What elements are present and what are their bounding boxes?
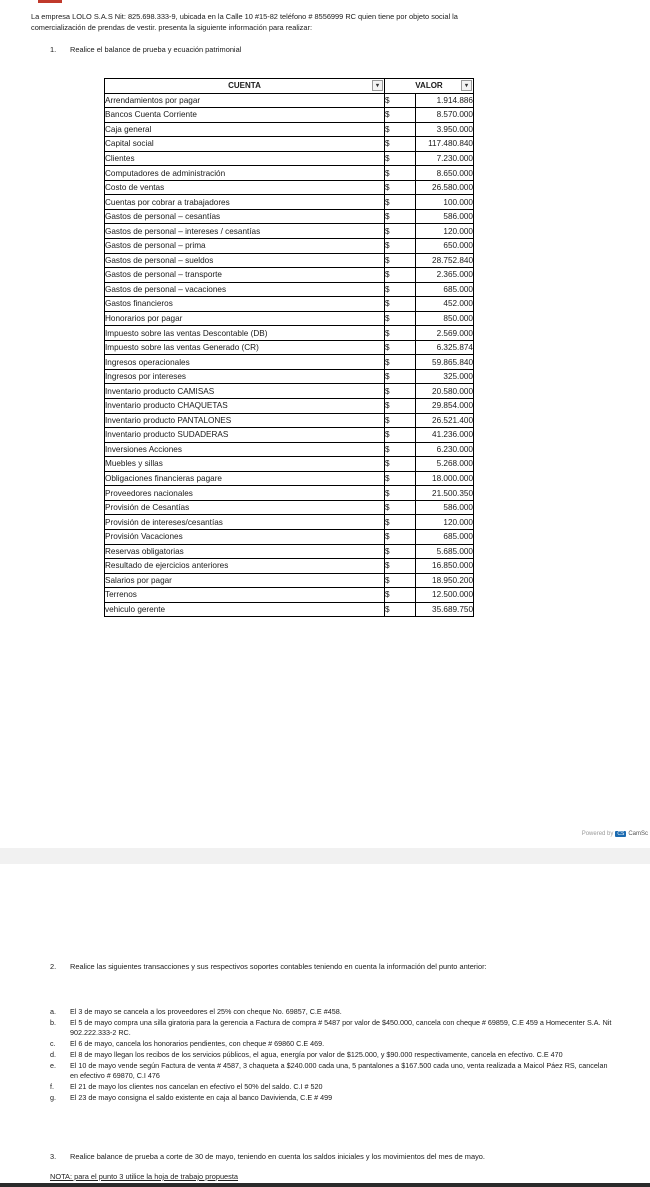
table-row: [105, 122, 474, 137]
table-row: [105, 588, 474, 603]
cell-currency: $: [385, 428, 416, 443]
cell-currency: $: [385, 457, 416, 472]
transactions-list: [50, 1007, 615, 1103]
cell-currency: $: [385, 515, 416, 530]
cell-valor: 29.854.000: [416, 399, 474, 414]
filter-dropdown-icon[interactable]: ▾: [372, 80, 383, 91]
cell-currency: $: [385, 166, 416, 181]
cell-cuenta: Gastos de personal – vacaciones: [105, 282, 385, 297]
cell-cuenta: Muebles y sillas: [105, 457, 385, 472]
list-item-text: El 3 de mayo se cancela a los proveedores el 25% con cheque No. 69857, C.E #458.: [70, 1007, 342, 1016]
cell-valor: 18.950.200: [416, 573, 474, 588]
list-item-letter: g.: [50, 1092, 56, 1102]
cell-currency: $: [385, 326, 416, 341]
table-row: [105, 180, 474, 195]
cell-cuenta: Gastos financieros: [105, 297, 385, 312]
table-row: [105, 486, 474, 501]
cell-currency: $: [385, 93, 416, 108]
table-row: [105, 282, 474, 297]
table-body: [105, 93, 474, 617]
cell-valor: 20.580.000: [416, 384, 474, 399]
cell-currency: $: [385, 297, 416, 312]
cell-currency: $: [385, 122, 416, 137]
cell-currency: $: [385, 108, 416, 123]
cell-currency: $: [385, 355, 416, 370]
watermark-brand: CamSc: [628, 831, 648, 837]
cell-currency: $: [385, 544, 416, 559]
cell-currency: $: [385, 340, 416, 355]
cell-valor: 16.850.000: [416, 559, 474, 574]
list-item-text: El 10 de mayo vende según Factura de venta # 4587, 3 chaqueta a $240.000 cada una, 5 pantalones a $167.500 cada uno, venta realizada a Maicol Páez RS, cancelan en efectivo # 69870, C.I 476: [70, 1060, 608, 1081]
table-row: [105, 500, 474, 515]
cell-cuenta: Salarios por pagar: [105, 573, 385, 588]
cell-currency: $: [385, 471, 416, 486]
cell-currency: $: [385, 282, 416, 297]
cell-valor: 5.685.000: [416, 544, 474, 559]
cell-cuenta: Inventario producto CAMISAS: [105, 384, 385, 399]
list-item-letter: e.: [50, 1060, 56, 1070]
cell-valor: 586.000: [416, 500, 474, 515]
cell-cuenta: Cuentas por cobrar a trabajadores: [105, 195, 385, 210]
cell-currency: $: [385, 602, 416, 617]
table-row: [105, 559, 474, 574]
list-item-text: El 6 de mayo, cancela los honorarios pendientes, con cheque # 69860 C.E 469.: [70, 1039, 325, 1049]
list-item-letter: f.: [50, 1081, 54, 1091]
cell-cuenta: Inventario producto SUDADERAS: [105, 428, 385, 443]
cell-currency: $: [385, 573, 416, 588]
cell-valor: 1.914.886: [416, 93, 474, 108]
question-2-text: Realice las siguientes transacciones y sus respectivos soportes contables teniendo en cuenta la información del punto anterior:: [70, 962, 487, 971]
table-row: [105, 209, 474, 224]
table-row: [105, 413, 474, 428]
question-3-text: Realice balance de prueba a corte de 30 de mayo, teniendo en cuenta los saldos iniciales y los movimientos del mes de mayo.: [70, 1152, 485, 1161]
watermark-powered: Powered by: [581, 831, 614, 837]
table-row: [105, 224, 474, 239]
cell-valor: 452.000: [416, 297, 474, 312]
table-row: [105, 195, 474, 210]
cell-currency: $: [385, 500, 416, 515]
cell-valor: 685.000: [416, 529, 474, 544]
cell-currency: $: [385, 384, 416, 399]
table-row: [105, 151, 474, 166]
cell-valor: 120.000: [416, 515, 474, 530]
cell-cuenta: Gastos de personal – intereses / cesantías: [105, 224, 385, 239]
cell-valor: 650.000: [416, 239, 474, 254]
cell-currency: $: [385, 311, 416, 326]
cell-cuenta: Obligaciones financieras pagare: [105, 471, 385, 486]
list-item: [50, 1082, 615, 1093]
cell-cuenta: Impuesto sobre las ventas Generado (CR): [105, 340, 385, 355]
table-row: [105, 326, 474, 341]
table-row: [105, 355, 474, 370]
cell-cuenta: Inventario producto PANTALONES: [105, 413, 385, 428]
cell-valor: 586.000: [416, 209, 474, 224]
cell-currency: $: [385, 137, 416, 152]
cell-valor: 325.000: [416, 369, 474, 384]
cell-cuenta: Gastos de personal – sueldos: [105, 253, 385, 268]
accounts-table: [104, 78, 474, 617]
cell-cuenta: Gastos de personal – prima: [105, 239, 385, 254]
page-gap: [0, 848, 650, 864]
table-row: [105, 471, 474, 486]
table-row: [105, 93, 474, 108]
table-row: [105, 297, 474, 312]
cell-currency: $: [385, 442, 416, 457]
list-item: [50, 1039, 615, 1050]
filter-dropdown-icon[interactable]: ▾: [461, 80, 472, 91]
list-item: [50, 1018, 615, 1039]
cell-currency: $: [385, 268, 416, 283]
cell-valor: 41.236.000: [416, 428, 474, 443]
cell-valor: 6.325.874: [416, 340, 474, 355]
question-2: [50, 962, 487, 971]
cell-valor: 100.000: [416, 195, 474, 210]
cell-cuenta: Resultado de ejercicios anteriores: [105, 559, 385, 574]
table-row: [105, 311, 474, 326]
cell-cuenta: Provisión de Cesantías: [105, 500, 385, 515]
cell-cuenta: Ingresos por intereses: [105, 369, 385, 384]
cell-valor: 12.500.000: [416, 588, 474, 603]
cell-cuenta: Impuesto sobre las ventas Descontable (DB): [105, 326, 385, 341]
cell-valor: 26.521.400: [416, 413, 474, 428]
list-item: [50, 1050, 615, 1061]
cell-cuenta: Provisión de intereses/cesantías: [105, 515, 385, 530]
bottom-bar: [0, 1183, 650, 1187]
cell-cuenta: Capital social: [105, 137, 385, 152]
list-item-letter: d.: [50, 1049, 56, 1059]
question-3: [50, 1152, 485, 1161]
table-row: [105, 428, 474, 443]
cell-cuenta: Proveedores nacionales: [105, 486, 385, 501]
cell-cuenta: Gastos de personal – transporte: [105, 268, 385, 283]
table-row: [105, 253, 474, 268]
intro-line-2: comercialización de prendas de vestir. presenta la siguiente información para realizar:: [31, 23, 312, 32]
cell-valor: 18.000.000: [416, 471, 474, 486]
cell-valor: 28.752.840: [416, 253, 474, 268]
list-item-text: El 8 de mayo llegan los recibos de los servicios públicos, el agua, energía por valor de $125.000, y $90.000 respectivamente, cancela en efectivo. C.E 470: [70, 1049, 563, 1059]
table-row: [105, 108, 474, 123]
table-row: [105, 457, 474, 472]
list-item: [50, 1007, 615, 1018]
cell-valor: 2.365.000: [416, 268, 474, 283]
cell-valor: 3.950.000: [416, 122, 474, 137]
cell-valor: 35.689.750: [416, 602, 474, 617]
cell-currency: $: [385, 180, 416, 195]
list-item-text: El 23 de mayo consigna el saldo existente en caja al banco Davivienda, C.E # 499: [70, 1092, 333, 1102]
cell-cuenta: Costo de ventas: [105, 180, 385, 195]
table-row: [105, 529, 474, 544]
cell-currency: $: [385, 369, 416, 384]
cell-valor: 5.268.000: [416, 457, 474, 472]
cell-currency: $: [385, 239, 416, 254]
cell-cuenta: Caja general: [105, 122, 385, 137]
cell-cuenta: Honorarios por pagar: [105, 311, 385, 326]
cell-currency: $: [385, 559, 416, 574]
table-row: [105, 399, 474, 414]
cell-currency: $: [385, 209, 416, 224]
cell-valor: 26.580.000: [416, 180, 474, 195]
cell-valor: 2.569.000: [416, 326, 474, 341]
cell-currency: $: [385, 413, 416, 428]
cell-cuenta: Ingresos operacionales: [105, 355, 385, 370]
header-valor-label: VALOR: [415, 81, 443, 91]
cell-currency: $: [385, 588, 416, 603]
header-valor: [385, 79, 474, 94]
table-row: [105, 340, 474, 355]
table-row: [105, 544, 474, 559]
camscanner-logo-icon: CS: [617, 831, 625, 837]
list-item-letter: b.: [50, 1017, 56, 1027]
list-item: [50, 1061, 615, 1082]
cell-valor: 117.480.840: [416, 137, 474, 152]
question-3-number: 3.: [50, 1152, 57, 1161]
cell-valor: 685.000: [416, 282, 474, 297]
table-row: [105, 384, 474, 399]
table-row: [105, 137, 474, 152]
cell-cuenta: Computadores de administración: [105, 166, 385, 181]
table-row: [105, 573, 474, 588]
cell-cuenta: Terrenos: [105, 588, 385, 603]
table-row: [105, 268, 474, 283]
cell-cuenta: Provisión Vacaciones: [105, 529, 385, 544]
cell-valor: 8.570.000: [416, 108, 474, 123]
intro-paragraph: [31, 11, 631, 33]
question-1-number: 1.: [50, 45, 57, 54]
red-mark: [38, 0, 62, 3]
cell-cuenta: Clientes: [105, 151, 385, 166]
cell-cuenta: vehiculo gerente: [105, 602, 385, 617]
list-item: [50, 1093, 615, 1104]
list-item-text: El 5 de mayo compra una silla giratoria para la gerencia a Factura de compra # 5487 por valor de $450.000, cancela con cheque # 69859, C.E 459 a Homecenter S.A. Nit 902.222.333-2 RC.: [70, 1017, 612, 1038]
list-item-letter: c.: [50, 1039, 56, 1049]
question-1-text: Realice el balance de prueba y ecuación patrimonial: [70, 45, 242, 54]
page-2: [0, 864, 650, 1187]
camscanner-watermark: [582, 831, 648, 837]
table-row: [105, 166, 474, 181]
header-cuenta-label: CUENTA: [228, 81, 261, 91]
cell-currency: $: [385, 224, 416, 239]
nota-text: NOTA: para el punto 3 utilice la hoja de trabajo propuesta: [50, 1172, 239, 1181]
cell-cuenta: Reservas obligatorias: [105, 544, 385, 559]
cell-cuenta: Inversiones Acciones: [105, 442, 385, 457]
cell-currency: $: [385, 151, 416, 166]
cell-cuenta: Bancos Cuenta Corriente: [105, 108, 385, 123]
cell-cuenta: Gastos de personal – cesantías: [105, 209, 385, 224]
question-1: [50, 45, 241, 54]
table-row: [105, 442, 474, 457]
cell-cuenta: Arrendamientos por pagar: [105, 93, 385, 108]
cell-valor: 850.000: [416, 311, 474, 326]
table-header-row: [105, 79, 474, 94]
table-row: [105, 369, 474, 384]
cell-valor: 59.865.840: [416, 355, 474, 370]
cell-valor: 6.230.000: [416, 442, 474, 457]
cell-cuenta: Inventario producto CHAQUETAS: [105, 399, 385, 414]
intro-line-1: La empresa LOLO S.A.S Nit: 825.698.333-9, ubicada en la Calle 10 #15-82 teléfono # 8556999 RC quien tiene por objeto social la: [31, 12, 458, 21]
list-item-text: El 21 de mayo los clientes nos cancelan en efectivo el 50% del saldo. C.I # 520: [70, 1081, 323, 1091]
table-row: [105, 515, 474, 530]
question-2-number: 2.: [50, 962, 57, 971]
cell-valor: 120.000: [416, 224, 474, 239]
header-cuenta: [105, 79, 385, 94]
cell-currency: $: [385, 529, 416, 544]
cell-currency: $: [385, 253, 416, 268]
cell-currency: $: [385, 195, 416, 210]
list-item-letter: a.: [50, 1007, 56, 1016]
table-row: [105, 602, 474, 617]
cell-valor: 21.500.350: [416, 486, 474, 501]
table-row: [105, 239, 474, 254]
cell-currency: $: [385, 399, 416, 414]
cell-valor: 8.650.000: [416, 166, 474, 181]
cell-valor: 7.230.000: [416, 151, 474, 166]
cell-currency: $: [385, 486, 416, 501]
